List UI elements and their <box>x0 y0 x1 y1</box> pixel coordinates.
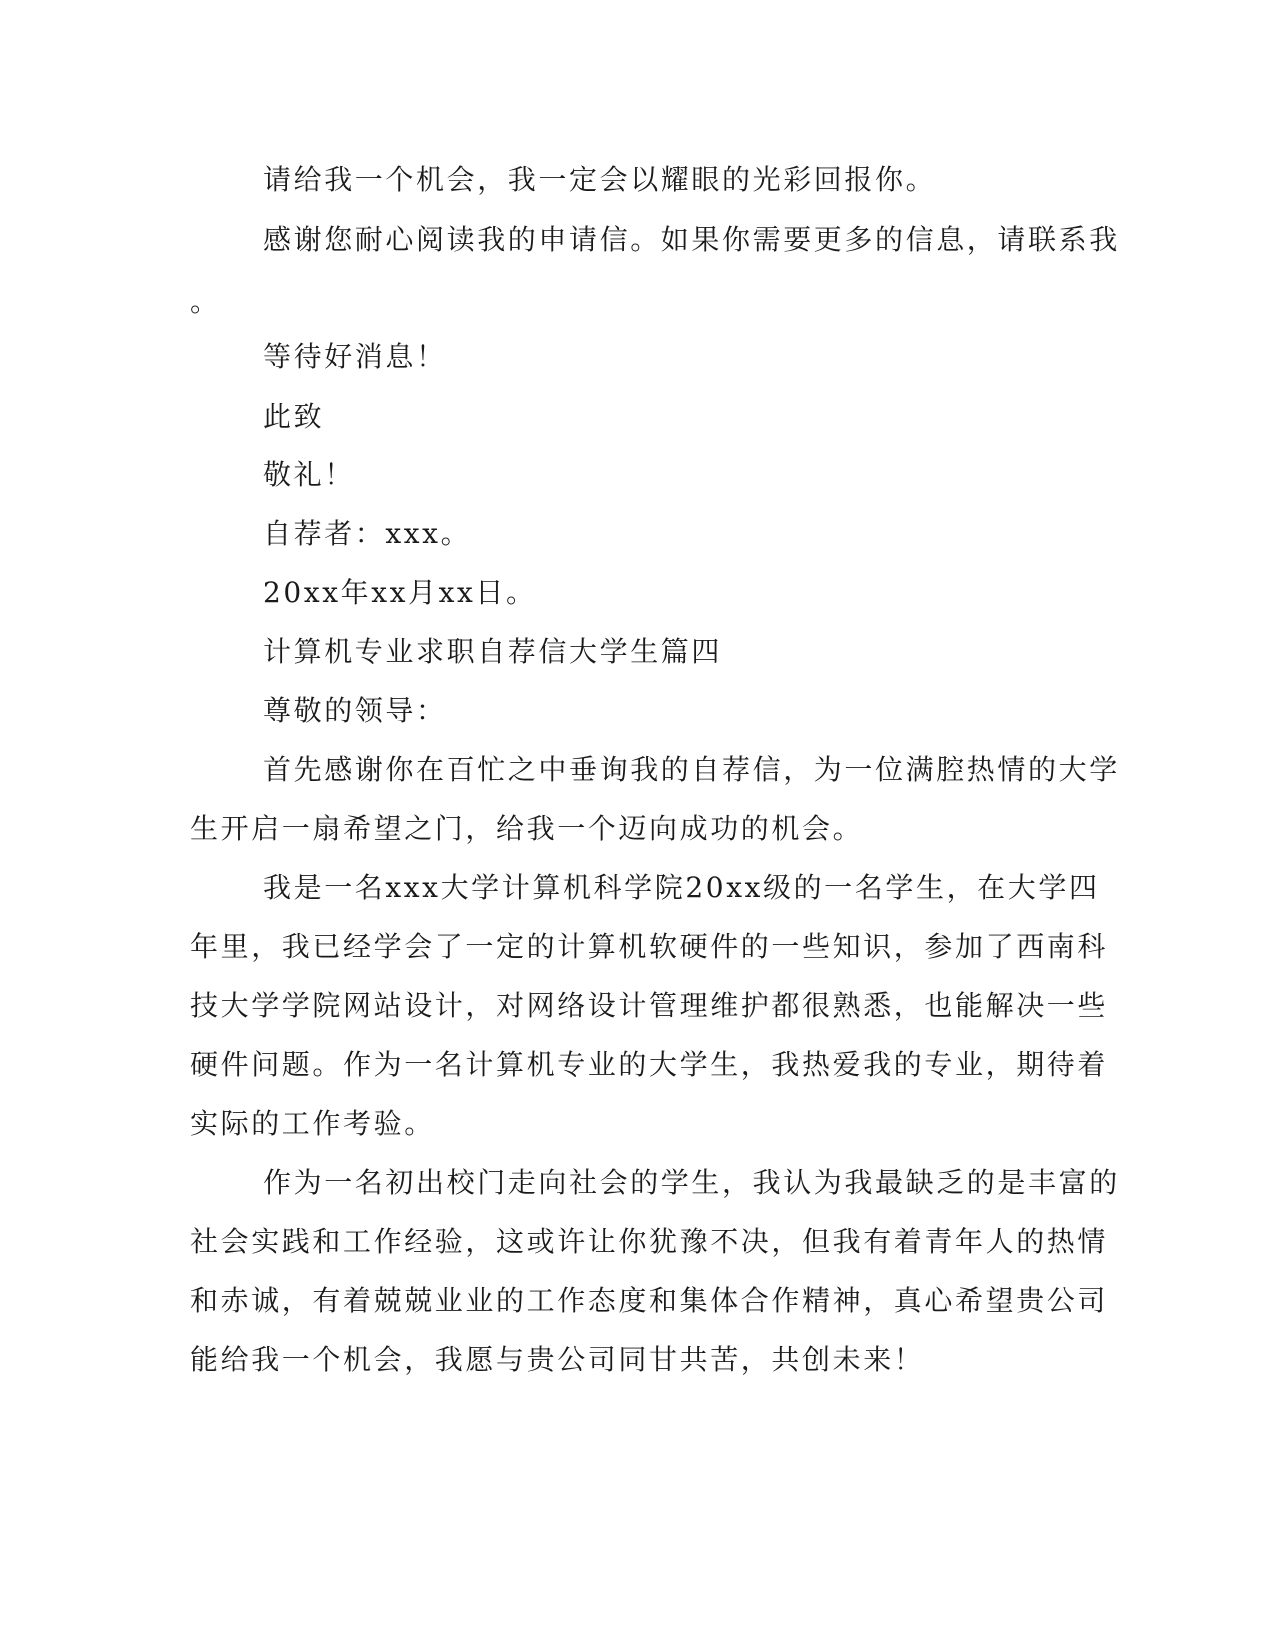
paragraph-line: 硬件问题。作为一名计算机专业的大学生，我热爱我的专业，期待着 <box>190 1048 1109 1081</box>
paragraph-line: 作为一名初出校门走向社会的学生，我认为我最缺乏的是丰富的 <box>263 1166 1120 1199</box>
paragraph-line: 能给我一个机会，我愿与贵公司同甘共苦，共创未来！ <box>190 1343 925 1376</box>
paragraph-line: 敬礼！ <box>263 458 355 491</box>
paragraph-line: 社会实践和工作经验，这或许让你犹豫不决，但我有着青年人的热情 <box>190 1225 1109 1258</box>
paragraph-line: 等待好消息！ <box>263 340 447 373</box>
paragraph-line: 此致 <box>263 400 325 433</box>
paragraph-line: 和赤诚，有着兢兢业业的工作态度和集体合作精神，真心希望贵公司 <box>190 1284 1109 1317</box>
paragraph-line: 技大学学院网站设计，对网络设计管理维护都很熟悉，也能解决一些 <box>190 989 1109 1022</box>
paragraph-line: 实际的工作考验。 <box>190 1107 435 1140</box>
paragraph-line: 请给我一个机会，我一定会以耀眼的光彩回报你。 <box>263 163 937 196</box>
paragraph-line: 年里，我已经学会了一定的计算机软硬件的一些知识，参加了西南科 <box>190 930 1109 963</box>
salutation: 尊敬的领导： <box>263 694 447 727</box>
paragraph-line: 生开启一扇希望之门，给我一个迈向成功的机会。 <box>190 812 864 845</box>
paragraph-line: 20xx年xx月xx日。 <box>263 576 537 609</box>
paragraph-line: 感谢您耐心阅读我的申请信。如果你需要更多的信息，请联系我 <box>263 223 1120 256</box>
paragraph-line: 我是一名xxx大学计算机科学院20xx级的一名学生，在大学四 <box>263 871 1100 904</box>
section-heading: 计算机专业求职自荐信大学生篇四 <box>263 635 723 668</box>
paragraph-line: 首先感谢你在百忙之中垂询我的自荐信，为一位满腔热情的大学 <box>263 753 1120 786</box>
paragraph-line: 。 <box>190 285 221 318</box>
paragraph-line: 自荐者：xxx。 <box>263 517 472 550</box>
